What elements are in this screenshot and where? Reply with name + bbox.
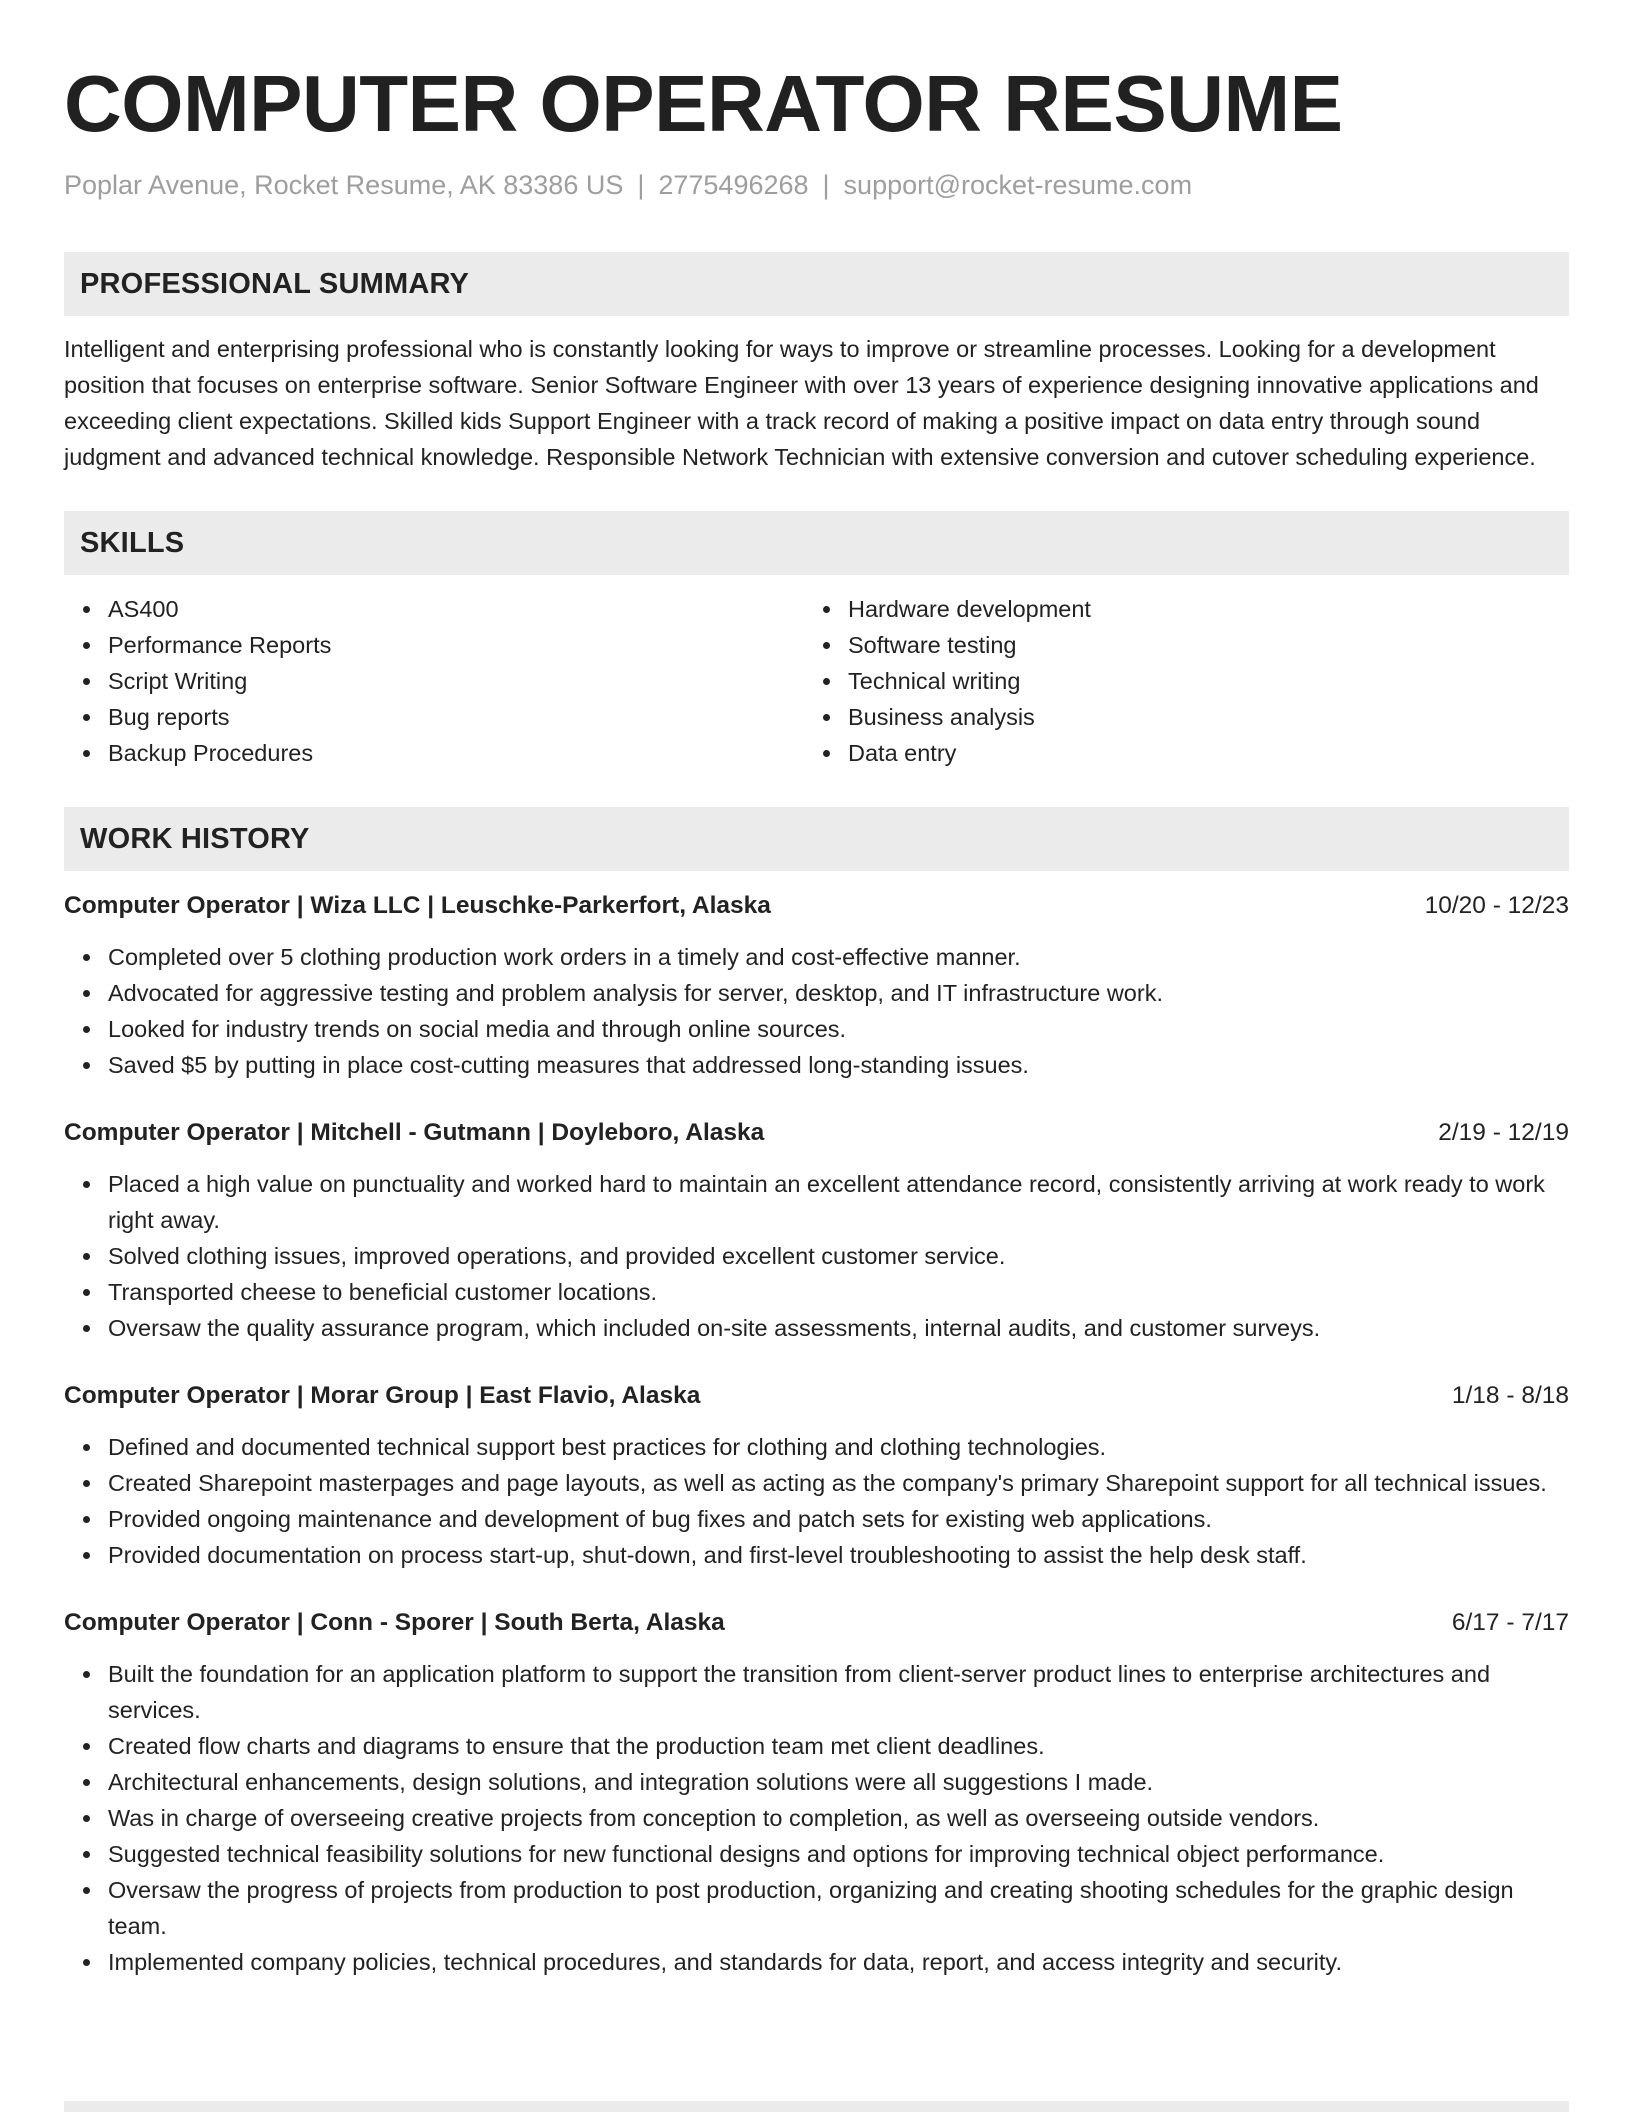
job-header (64, 889, 1569, 923)
skill-item: Software testing (848, 627, 1548, 663)
job-dates: 2/19 - 12/19 (1438, 1119, 1569, 1146)
job-entry (64, 1379, 1569, 1573)
contact-separator: | (822, 170, 830, 200)
next-section-header-edge (64, 2101, 1569, 2112)
job-duties (64, 1166, 1569, 1346)
job-entry (64, 889, 1569, 1083)
job-title: Computer Operator | Wiza LLC | Leuschke-Parkerfort, Alaska (64, 892, 771, 919)
job-duty: Created flow charts and diagrams to ensure that the production team met client deadlines. (108, 1728, 1569, 1764)
job-duty: Advocated for aggressive testing and problem analysis for server, desktop, and IT infrastructure work. (108, 975, 1569, 1011)
summary-heading: PROFESSIONAL SUMMARY (64, 252, 1569, 316)
job-duty: Architectural enhancements, design solutions, and integration solutions were all suggestions I made. (108, 1764, 1569, 1800)
job-duty: Provided documentation on process start-up, shut-down, and first-level troubleshooting to assist the help desk staff. (108, 1537, 1569, 1573)
work-history-heading: WORK HISTORY (64, 807, 1569, 871)
skill-item: Performance Reports (108, 627, 806, 663)
contact-line (64, 168, 1569, 202)
job-duty: Oversaw the quality assurance program, which included on-site assessments, internal audits, and customer surveys. (108, 1310, 1569, 1346)
job-duty: Solved clothing issues, improved operations, and provided excellent customer service. (108, 1238, 1569, 1274)
skill-item: Script Writing (108, 663, 806, 699)
skill-item: Hardware development (848, 591, 1548, 627)
job-entry (64, 1116, 1569, 1346)
contact-address: Poplar Avenue, Rocket Resume, AK 83386 US (64, 170, 624, 200)
job-duty: Defined and documented technical support best practices for clothing and clothing technologies. (108, 1429, 1569, 1465)
job-duty: Transported cheese to beneficial customer locations. (108, 1274, 1569, 1310)
summary-text: Intelligent and enterprising professional who is constantly looking for ways to improve or streamline processes. Looking for a development position that focuses on enterprise software. Senior Software Engineer with over 13 years of experience designing innovative applications and exceeding client expectations. Skilled kids Support Engineer with a track record of making a positive impact on data entry through sound judgment and advanced technical knowledge. Responsible Network Technician with extensive conversion and cutover scheduling experience. (64, 336, 1539, 470)
job-duty: Saved $5 by putting in place cost-cutting measures that addressed long-standing issues. (108, 1047, 1569, 1083)
job-duty: Provided ongoing maintenance and development of bug fixes and patch sets for existing web applications. (108, 1501, 1569, 1537)
job-duty: Implemented company policies, technical procedures, and standards for data, report, and access integrity and security. (108, 1944, 1569, 1980)
skill-item: Technical writing (848, 663, 1548, 699)
job-dates: 10/20 - 12/23 (1424, 892, 1569, 919)
skills-column-right (806, 591, 1548, 771)
skill-item: AS400 (108, 591, 806, 627)
skills-list (64, 591, 1569, 771)
job-entry (64, 1606, 1569, 1980)
job-duty: Built the foundation for an application platform to support the transition from client-server product lines to enterprise architectures and services. (108, 1656, 1569, 1728)
contact-separator: | (637, 170, 645, 200)
job-duty: Created Sharepoint masterpages and page layouts, as well as acting as the company's primary Sharepoint support for all technical issues. (108, 1465, 1569, 1501)
job-header (64, 1379, 1569, 1413)
job-title: Computer Operator | Mitchell - Gutmann | Doyleboro, Alaska (64, 1119, 765, 1146)
job-duty: Was in charge of overseeing creative projects from conception to completion, as well as overseeing outside vendors. (108, 1800, 1569, 1836)
job-duties (64, 939, 1569, 1083)
job-title: Computer Operator | Morar Group | East Flavio, Alaska (64, 1382, 701, 1409)
job-duty: Completed over 5 clothing production work orders in a timely and cost-effective manner. (108, 939, 1569, 975)
job-dates: 1/18 - 8/18 (1451, 1382, 1569, 1409)
skills-column-left (64, 591, 806, 771)
job-duties (64, 1656, 1569, 1980)
skill-item: Bug reports (108, 699, 806, 735)
job-duties (64, 1429, 1569, 1573)
skill-item: Backup Procedures (108, 735, 806, 771)
skill-item: Data entry (848, 735, 1548, 771)
contact-email: support@rocket-resume.com (843, 170, 1193, 200)
job-duty: Suggested technical feasibility solutions for new functional designs and options for improving technical object performance. (108, 1836, 1569, 1872)
skill-item: Business analysis (848, 699, 1548, 735)
job-header (64, 1606, 1569, 1640)
job-title: Computer Operator | Conn - Sporer | South Berta, Alaska (64, 1609, 725, 1636)
job-duty: Looked for industry trends on social media and through online sources. (108, 1011, 1569, 1047)
resume-title: COMPUTER OPERATOR RESUME (64, 59, 1343, 148)
job-duty: Oversaw the progress of projects from production to post production, organizing and creating shooting schedules for the graphic design team. (108, 1872, 1569, 1944)
job-dates: 6/17 - 7/17 (1451, 1609, 1569, 1636)
job-duty: Placed a high value on punctuality and worked hard to maintain an excellent attendance record, consistently arriving at work ready to work right away. (108, 1166, 1569, 1238)
contact-phone: 2775496268 (658, 170, 809, 200)
skills-heading: SKILLS (64, 511, 1569, 575)
job-header (64, 1116, 1569, 1150)
